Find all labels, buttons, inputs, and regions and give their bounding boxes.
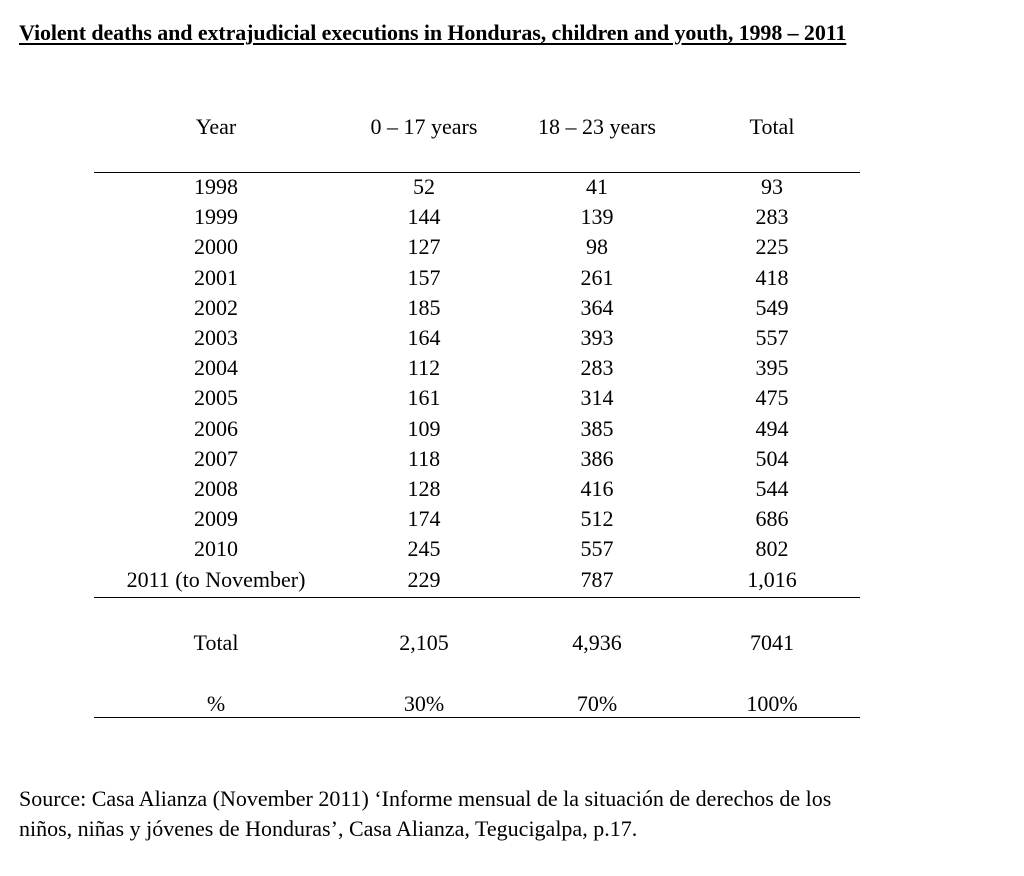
table-row-cell: 283: [755, 204, 789, 230]
table-row-cell: 416: [580, 476, 614, 501]
table-total-row-cell: Total: [193, 630, 239, 655]
table-header-row-cell: 18 – 23 years: [538, 114, 656, 139]
table-total-row: [94, 628, 860, 658]
table-row-cell: 1,016: [747, 566, 797, 592]
table-total-row-cell: 4,936: [572, 630, 622, 655]
table-header-row: [94, 112, 860, 142]
table-row-cell: 2009: [194, 506, 238, 532]
table-row-cell: 225: [755, 234, 789, 260]
table-row-cell: 157: [407, 264, 441, 290]
table-row-cell: 118: [407, 445, 441, 471]
table-row: [94, 414, 860, 444]
table-header-row-cell: 0 – 17 years: [370, 114, 478, 139]
table-row-cell: 2006: [194, 415, 238, 441]
table-row-cell: 229: [407, 566, 441, 592]
table-row: [94, 202, 860, 232]
table-title: Violent deaths and extrajudicial executions in Honduras, children and youth, 1998 – 2011: [19, 20, 847, 45]
table-row-cell: 2004: [194, 355, 238, 381]
table-row-cell: 395: [755, 355, 789, 381]
table-row-cell: 109: [407, 415, 441, 441]
table-row-cell: 544: [755, 476, 789, 501]
table-row-cell: 52: [413, 174, 435, 199]
table-percent-row: [94, 689, 860, 719]
table-row: [94, 293, 860, 323]
table-row-cell: 2007: [194, 445, 238, 471]
source-note: [19, 784, 1009, 844]
table-row-cell: 393: [580, 325, 614, 350]
table-percent-row-cell: %: [206, 691, 226, 716]
table-row-cell: 418: [755, 264, 789, 290]
table-row-cell: 2001: [194, 264, 238, 290]
table-row: [94, 172, 860, 202]
table-row-cell: 127: [407, 234, 441, 260]
table-header-row-cell: Year: [195, 114, 237, 139]
table-row: [94, 323, 860, 353]
table-row-cell: 2000: [194, 234, 238, 260]
table-row-cell: 1999: [194, 204, 238, 230]
table-row-cell: 686: [755, 506, 789, 532]
table-row: [94, 474, 860, 504]
table-row-cell: 2005: [194, 385, 238, 411]
body-bottom-rule: [94, 597, 860, 598]
table-row-cell: 504: [755, 445, 789, 471]
table-row-cell: 185: [407, 294, 441, 320]
table-row-cell: 314: [580, 385, 614, 411]
table-percent-row-cell: 30%: [403, 691, 445, 716]
table-row-cell: 386: [580, 445, 614, 471]
table-row-cell: 494: [755, 415, 789, 441]
table-row-cell: 98: [586, 234, 608, 260]
table-row: [94, 383, 860, 413]
table-row-cell: 161: [407, 385, 441, 411]
table-row-cell: 128: [407, 476, 441, 501]
table-row-cell: 787: [580, 566, 614, 592]
source-line: niños, niñas y jóvenes de Honduras’, Casa Alianza, Tegucigalpa, p.17.: [19, 816, 638, 841]
table-row-cell: 2011 (to November): [126, 566, 306, 592]
table-row-cell: 245: [407, 536, 441, 562]
table-row-cell: 261: [580, 264, 614, 290]
table-row-cell: 41: [586, 174, 608, 199]
table-row-cell: 557: [755, 325, 789, 350]
table-row-cell: 283: [580, 355, 614, 381]
table-row: [94, 565, 860, 595]
table-bottom-rule: [94, 717, 860, 718]
table-percent-row-cell: 70%: [576, 691, 618, 716]
table-row-cell: 144: [407, 204, 441, 230]
table-percent-row-cell: 100%: [746, 691, 798, 716]
table-header-row-cell: Total: [749, 114, 795, 139]
table-total-row-cell: 2,105: [399, 630, 449, 655]
table-row-cell: 1998: [194, 174, 238, 199]
table-row-cell: 2003: [194, 325, 238, 350]
table-total-row-cell: 7041: [750, 630, 794, 655]
table-row-cell: 174: [407, 506, 441, 532]
table-row-cell: 802: [755, 536, 789, 562]
table-row-cell: 93: [761, 174, 783, 199]
table-row-cell: 512: [580, 506, 614, 532]
table-row-cell: 385: [580, 415, 614, 441]
source-line: Source: Casa Alianza (November 2011) ‘Informe mensual de la situación de derechos de los: [19, 786, 832, 811]
table-row-cell: 557: [580, 536, 614, 562]
table-row: [94, 504, 860, 534]
table-row-cell: 139: [580, 204, 614, 230]
table-row-cell: 2010: [194, 536, 238, 562]
table-row-cell: 475: [755, 385, 789, 411]
table-row: [94, 444, 860, 474]
table-row: [94, 263, 860, 293]
table-row-cell: 2008: [194, 476, 238, 501]
table-row-cell: 364: [580, 294, 614, 320]
table-row-cell: 164: [407, 325, 441, 350]
table-row-cell: 549: [755, 294, 789, 320]
header-rule: [94, 172, 860, 173]
table-row: [94, 232, 860, 262]
table-row: [94, 534, 860, 564]
table-row-cell: 112: [407, 355, 441, 381]
table-row: [94, 353, 860, 383]
table-row-cell: 2002: [194, 294, 238, 320]
